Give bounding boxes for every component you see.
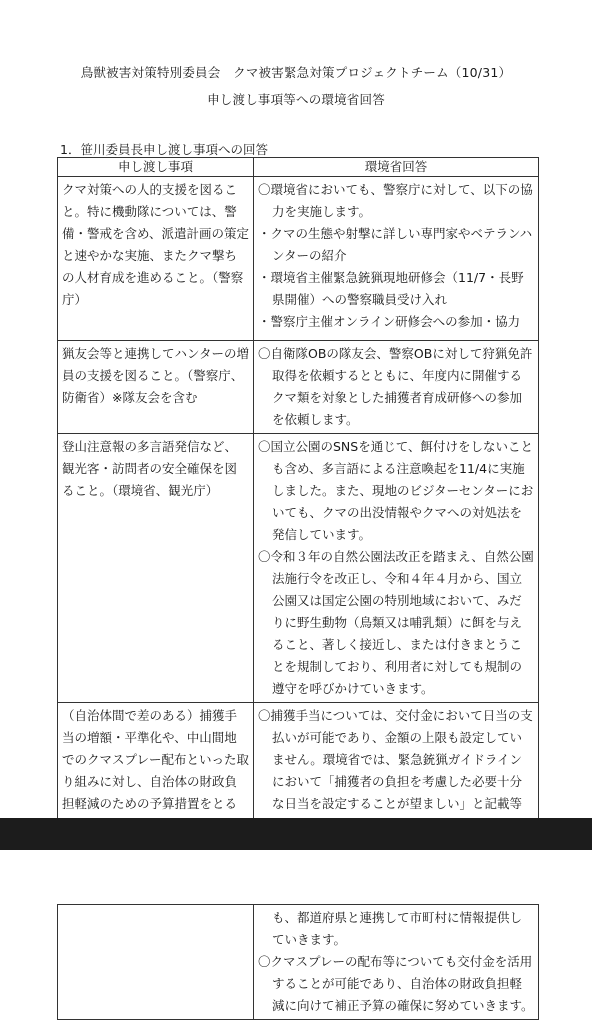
ministry-answer: [254, 905, 539, 1020]
response-table-continued: [57, 904, 539, 1020]
answer-bullet: ・警察庁主催オンライン研修会への参加・協力: [258, 314, 521, 329]
answer-paragraph: 〇環境省においても、警察庁に対して、以下の協力を実施します。: [258, 182, 533, 219]
answer-bullet: ・クマの生態や射撃に詳しい専門家やベテランハンターの紹介: [258, 226, 533, 263]
section-heading: 1．笹川委員長申し渡し事項への回答: [60, 142, 268, 157]
document-subtitle: 申し渡し事項等への環境省回答: [207, 92, 385, 107]
answer-bullet: ・環境省主催緊急銃猟現地研修会（11/7・長野県開催）への警察職員受け入れ: [258, 270, 524, 307]
table-row: [58, 905, 539, 1020]
table-row: [58, 341, 539, 434]
answer-paragraph: 〇クマスプレーの配布等についても交付金を活用することが可能であり、自治体の財政負担軽減に向けて補正予算の確保に努めていきます。: [258, 954, 534, 1013]
ministry-answer: [254, 434, 539, 703]
request-item-empty: [58, 905, 254, 1020]
response-table: [57, 157, 539, 884]
request-item: クマ対策への人的支援を図ること。特に機動隊については、警備・警戒を含め、派遣計画の策定と速やかな実施、またクマ撃ちの人材育成を進めること。（警察庁）: [58, 177, 254, 341]
request-item: 猟友会等と連携してハンターの増員の支援を図ること。（警察庁、防衛省）※隊友会を含む: [58, 341, 254, 434]
answer-continuation: も、都道府県と連携して市町村に情報提供していきます。: [272, 910, 523, 947]
table-header-row: [58, 158, 539, 177]
answer-paragraph: 〇国立公園のSNSを通じて、餌付けをしないことも含め、多言語による注意喚起を11/4に実施しました。また、現地のビジターセンターにおいても、クマの出没情報やクマへの対処法を発信しています。: [258, 439, 534, 542]
request-item: （自治体間で差のある）捕獲手当の増額・平準化や、中山間地でのクマスプレー配布といった取り組みに対し、自治体の財政負担軽減のための予算措置をとる: [58, 703, 254, 884]
request-item: 登山注意報の多言語発信など、観光客・訪問者の安全確保を図ること。（環境省、観光庁）: [58, 434, 254, 703]
answer-paragraph: 〇令和３年の自然公園法改正を踏まえ、自然公園法施行令を改正し、令和４年４月から、国立公園又は国定公園の特別地域において、みだりに野生動物（鳥類又は哺乳類）に餌を与えること、著しく接近し、または付きまとうことを規制しており、利用者に対しても規制の遵守を呼びかけていきます。: [258, 549, 534, 696]
document-title: 鳥獣被害対策特別委員会 クマ被害緊急対策プロジェクトチーム（10/31）: [80, 65, 512, 80]
ministry-answer: [254, 341, 539, 434]
table-row: [58, 434, 539, 703]
page-separator: [0, 818, 592, 850]
answer-paragraph: 〇自衛隊OBの隊友会、警察OBに対して狩猟免許取得を依頼するとともに、年度内に開催するクマ類を対象とした捕獲者育成研修への参加を依頼します。: [258, 346, 533, 427]
answer-paragraph: 〇捕獲手当については、交付金において日当の支払いが可能であり、金額の上限も設定していません。環境省では、緊急銃猟ガイドラインにおいて「捕獲者の負担を考慮した必要十分な日当を設定することが望ましい」と記載等: [258, 708, 533, 811]
column-header-items: 申し渡し事項: [58, 158, 254, 177]
table-row: [58, 177, 539, 341]
column-header-answers: 環境省回答: [254, 158, 539, 177]
ministry-answer: [254, 177, 539, 341]
document-page-2: [0, 850, 592, 1024]
